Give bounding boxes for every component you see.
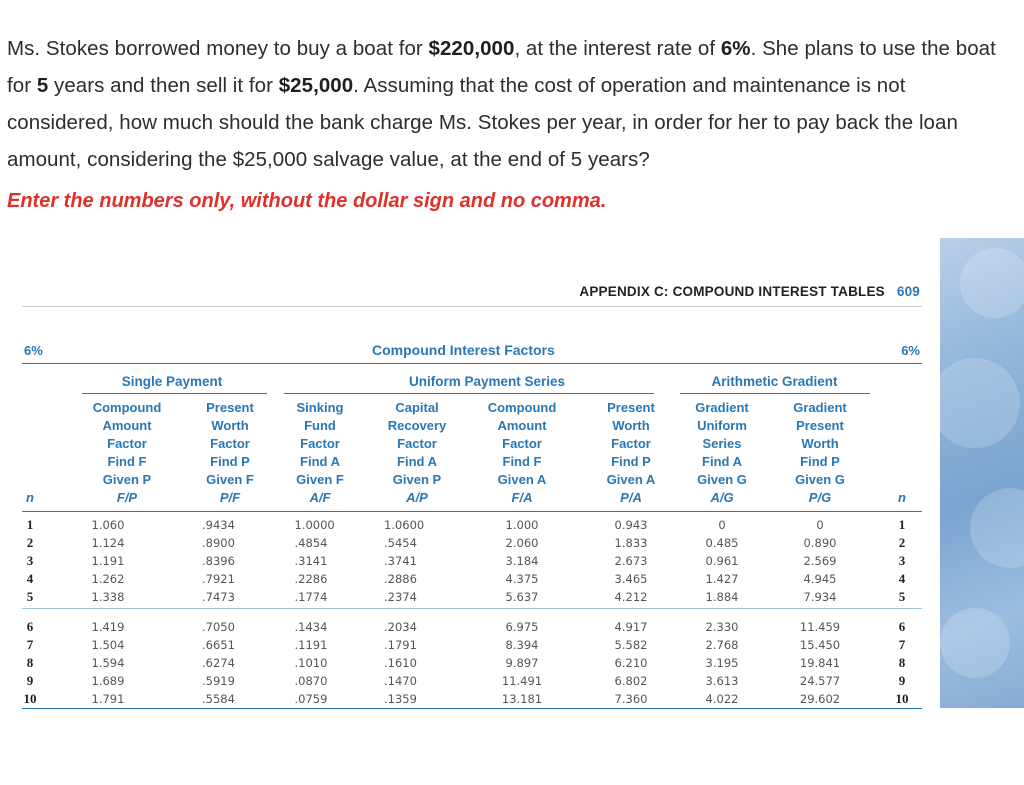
period-number: 2 <box>26 535 34 550</box>
data-column-a-g <box>680 516 765 708</box>
column-header-line: Given P <box>392 472 442 487</box>
group-rule-single <box>82 393 267 394</box>
question-run: Ms. Stokes borrowed money to buy a boat for <box>7 37 429 60</box>
column-header-line: Factor <box>502 436 542 451</box>
column-header-line: Amount <box>102 418 152 433</box>
column-header-line: Find F <box>107 454 147 469</box>
instruction-text: Enter the numbers only, without the dollar sign and no comma. <box>7 190 607 212</box>
column-header-a-p <box>372 399 462 507</box>
group-single-payment: Single Payment <box>121 374 223 389</box>
table-cell: .6274 <box>202 656 235 670</box>
column-header-line: Fund <box>304 418 336 433</box>
group-uniform-series: Uniform Payment Series <box>408 374 566 389</box>
column-header-line: Series <box>702 436 742 451</box>
period-number: 8 <box>26 655 34 670</box>
table-cell: .7050 <box>202 620 235 634</box>
table-cell: .2034 <box>384 620 417 634</box>
column-header-line: Uniform <box>697 418 747 433</box>
period-number: 5 <box>26 589 34 604</box>
column-header-line: Factor <box>611 436 651 451</box>
column-header-line: Factor <box>107 436 147 451</box>
row-gap <box>890 606 914 618</box>
table-cell: .3741 <box>384 554 417 568</box>
period-number: 3 <box>26 553 34 568</box>
column-header-line: Given A <box>497 472 547 487</box>
period-number: 7 <box>898 637 906 652</box>
appendix-header: APPENDIX C: COMPOUND INTEREST TABLES 609 <box>579 284 920 299</box>
period-number: 9 <box>898 673 906 688</box>
table-cell: 1.791 <box>91 692 125 706</box>
header-divider <box>22 306 922 307</box>
table-cell: .2886 <box>384 572 417 586</box>
period-number: 7 <box>26 637 34 652</box>
table-cell: .1191 <box>294 638 328 652</box>
column-header-line: Capital <box>395 400 439 415</box>
table-cell: 11.459 <box>799 620 841 634</box>
table-cell: 2.673 <box>614 554 648 568</box>
table-cell: 1.0000 <box>294 518 335 532</box>
table-cell: 1.060 <box>91 518 125 532</box>
period-number: 4 <box>26 571 34 586</box>
rate-label-right: 6% <box>901 343 920 358</box>
table-cell: 0.890 <box>803 536 837 550</box>
column-header-line: Given A <box>606 472 656 487</box>
column-symbol: P/F <box>219 490 241 505</box>
question-run: . Assuming that the cost of operation and maintenance is not considered, how much should the bank charge Ms. Stokes per year, in order for her to pay back the loan amount, considering the $25,000 salvage value, at the end of 5 years? <box>7 74 958 171</box>
column-header-line: Worth <box>801 436 839 451</box>
column-header-line: Factor <box>300 436 340 451</box>
table-cell: 19.841 <box>799 656 841 670</box>
table-cell: .1434 <box>294 620 328 634</box>
row-gap <box>202 606 282 618</box>
column-header-line: Factor <box>210 436 250 451</box>
column-header-line: Find A <box>397 454 437 469</box>
table-cell: .1010 <box>294 656 328 670</box>
column-header-line: Find A <box>702 454 742 469</box>
table-cell: 1.427 <box>705 572 739 586</box>
question-run: . She plans to use the boat for <box>7 37 996 97</box>
table-cell: 4.375 <box>505 572 539 586</box>
row-gap <box>591 606 671 618</box>
column-header-p-g <box>773 399 868 507</box>
title-rule <box>22 363 922 364</box>
table-cell: 2.330 <box>705 620 739 634</box>
group-rule-uniform <box>284 393 654 394</box>
table-cell: .1791 <box>384 638 417 652</box>
n-column-left <box>18 516 42 708</box>
table-cell: 24.577 <box>799 674 841 688</box>
table-cell: 1.594 <box>91 656 125 670</box>
table-cell: 2.569 <box>803 554 837 568</box>
data-column-p-g <box>773 516 868 708</box>
column-header-line: Gradient <box>793 400 847 415</box>
table-cell: 7.934 <box>803 590 837 604</box>
table-cell: 5.637 <box>505 590 539 604</box>
table-cell: 6.210 <box>614 656 648 670</box>
table-cell: 1.689 <box>91 674 125 688</box>
table-cell: .0870 <box>294 674 328 688</box>
column-header-line: Present <box>796 418 844 433</box>
column-header-p-a <box>591 399 671 507</box>
column-header-line: Given F <box>296 472 344 487</box>
column-header-line: Given F <box>206 472 254 487</box>
question-emphasis: $25,000 <box>278 74 354 97</box>
period-number: 4 <box>898 571 906 586</box>
column-header-line: Compound <box>487 400 557 415</box>
column-header-f-a <box>472 399 572 507</box>
question-emphasis: 5 <box>36 74 49 97</box>
row-gap <box>18 606 42 618</box>
table-cell: .7921 <box>202 572 235 586</box>
table-bottom-rule <box>22 708 922 709</box>
column-symbol: A/F <box>309 490 331 505</box>
row-gap <box>92 606 187 618</box>
row-gap <box>384 606 474 618</box>
table-cell: 0 <box>816 518 824 532</box>
table-cell: .3141 <box>294 554 328 568</box>
column-symbol: A/G <box>710 490 734 505</box>
table-cell: 1.884 <box>705 590 739 604</box>
table-cell: .5919 <box>202 674 235 688</box>
n-header-right: n <box>898 490 906 505</box>
period-number: 9 <box>26 673 34 688</box>
table-cell: .2374 <box>384 590 417 604</box>
table-cell: 3.184 <box>505 554 539 568</box>
data-column-f-p <box>80 516 187 708</box>
table-cell: 3.465 <box>614 572 648 586</box>
column-header-line: Present <box>607 400 655 415</box>
period-number: 6 <box>898 619 906 634</box>
table-cell: 0 <box>718 518 726 532</box>
table-cell: 1.338 <box>91 590 125 604</box>
column-header-a-f <box>283 399 358 507</box>
data-column-a-f <box>283 516 370 708</box>
table-cell: 8.394 <box>505 638 539 652</box>
table-cell: 7.360 <box>614 692 648 706</box>
column-header-line: Find P <box>210 454 250 469</box>
table-cell: 2.060 <box>505 536 539 550</box>
table-cell: 9.897 <box>505 656 539 670</box>
table-cell: .8900 <box>202 536 235 550</box>
group-arithmetic-gradient: Arithmetic Gradient <box>711 374 838 389</box>
period-number: 6 <box>26 619 34 634</box>
table-cell: 1.504 <box>91 638 125 652</box>
column-header-line: Given G <box>697 472 747 487</box>
data-column-a-p <box>372 516 474 708</box>
column-header-line: Gradient <box>695 400 749 415</box>
column-header-p-f <box>190 399 270 507</box>
column-header-line: Recovery <box>387 418 447 433</box>
table-cell: .8396 <box>202 554 235 568</box>
table-cell: 6.802 <box>614 674 648 688</box>
period-number: 5 <box>898 589 906 604</box>
table-cell: .1359 <box>384 692 417 706</box>
column-header-line: Given P <box>102 472 152 487</box>
column-symbol: P/A <box>620 490 642 505</box>
column-symbol: F/P <box>116 490 138 505</box>
table-cell: 6.975 <box>505 620 539 634</box>
column-symbol: P/G <box>808 490 832 505</box>
period-number: 2 <box>898 535 906 550</box>
column-header-line: Compound <box>92 400 162 415</box>
n-header-left: n <box>26 490 34 505</box>
row-gap <box>472 606 572 618</box>
table-cell: 4.212 <box>614 590 648 604</box>
table-cell: 1.124 <box>91 536 125 550</box>
row-gap <box>773 606 868 618</box>
table-cell: .5584 <box>202 692 235 706</box>
column-symbol: A/P <box>406 490 428 505</box>
book-page-edge-image <box>940 238 1024 708</box>
n-column-right <box>890 516 914 708</box>
column-header-line: Find P <box>611 454 651 469</box>
rate-label-left: 6% <box>24 343 43 358</box>
table-cell: 11.491 <box>501 674 543 688</box>
column-header-line: Worth <box>211 418 249 433</box>
column-header-line: Find F <box>502 454 542 469</box>
table-cell: .7473 <box>202 590 235 604</box>
table-cell: .6651 <box>202 638 235 652</box>
table-cell: .0759 <box>294 692 328 706</box>
table-cell: 4.022 <box>705 692 739 706</box>
column-header-f-p <box>80 399 175 507</box>
table-cell: 15.450 <box>799 638 841 652</box>
table-cell: .1470 <box>384 674 417 688</box>
table-cell: 3.195 <box>705 656 739 670</box>
column-header-line: Given G <box>795 472 845 487</box>
period-number: 1 <box>26 517 34 532</box>
page-number: 609 <box>896 284 920 299</box>
table-cell: 2.768 <box>705 638 739 652</box>
table-cell: .1610 <box>384 656 417 670</box>
column-symbol: F/A <box>511 490 533 505</box>
data-column-p-f <box>190 516 282 708</box>
question-text <box>7 30 1017 178</box>
table-cell: 1.262 <box>91 572 125 586</box>
table-cell: .5454 <box>384 536 417 550</box>
table-cell: 4.917 <box>614 620 648 634</box>
column-header-line: Present <box>206 400 254 415</box>
table-cell: 4.945 <box>803 572 837 586</box>
column-header-line: Worth <box>612 418 650 433</box>
header-bottom-rule <box>22 511 922 512</box>
table-cell: .1774 <box>294 590 328 604</box>
table-cell: 0.961 <box>705 554 739 568</box>
column-header-line: Factor <box>397 436 437 451</box>
column-header-a-g <box>680 399 765 507</box>
table-cell: 1.419 <box>91 620 125 634</box>
table-cell: 5.582 <box>614 638 648 652</box>
period-number: 10 <box>895 691 909 706</box>
question-run: years and then sell it for <box>48 74 279 97</box>
table-title: Compound Interest Factors <box>372 342 555 358</box>
table-cell: 13.181 <box>501 692 543 706</box>
group-rule-gradient <box>680 393 870 394</box>
question-emphasis: $220,000 <box>428 37 515 60</box>
question-run: , at the interest rate of <box>514 37 721 60</box>
table-cell: 0.485 <box>705 536 739 550</box>
period-number: 1 <box>898 517 906 532</box>
period-number: 8 <box>898 655 906 670</box>
column-header-line: Sinking <box>296 400 344 415</box>
period-number: 3 <box>898 553 906 568</box>
question-emphasis: 6% <box>720 37 751 60</box>
data-column-f-a <box>472 516 572 708</box>
period-number: 10 <box>23 691 37 706</box>
row-gap <box>680 606 765 618</box>
data-column-p-a <box>591 516 671 708</box>
compound-interest-table <box>22 238 940 708</box>
table-cell: 1.000 <box>505 518 539 532</box>
table-cell: .4854 <box>294 536 328 550</box>
table-cell: 29.602 <box>799 692 841 706</box>
table-cell: 0.943 <box>614 518 648 532</box>
table-cell: 3.613 <box>705 674 739 688</box>
column-header-line: Find P <box>800 454 840 469</box>
table-cell: 1.833 <box>614 536 648 550</box>
table-cell: .9434 <box>202 518 235 532</box>
column-header-line: Find A <box>300 454 340 469</box>
row-gap <box>295 606 370 618</box>
table-cell: 1.0600 <box>384 518 425 532</box>
table-cell: .2286 <box>294 572 328 586</box>
column-header-line: Amount <box>497 418 547 433</box>
table-cell: 1.191 <box>91 554 125 568</box>
